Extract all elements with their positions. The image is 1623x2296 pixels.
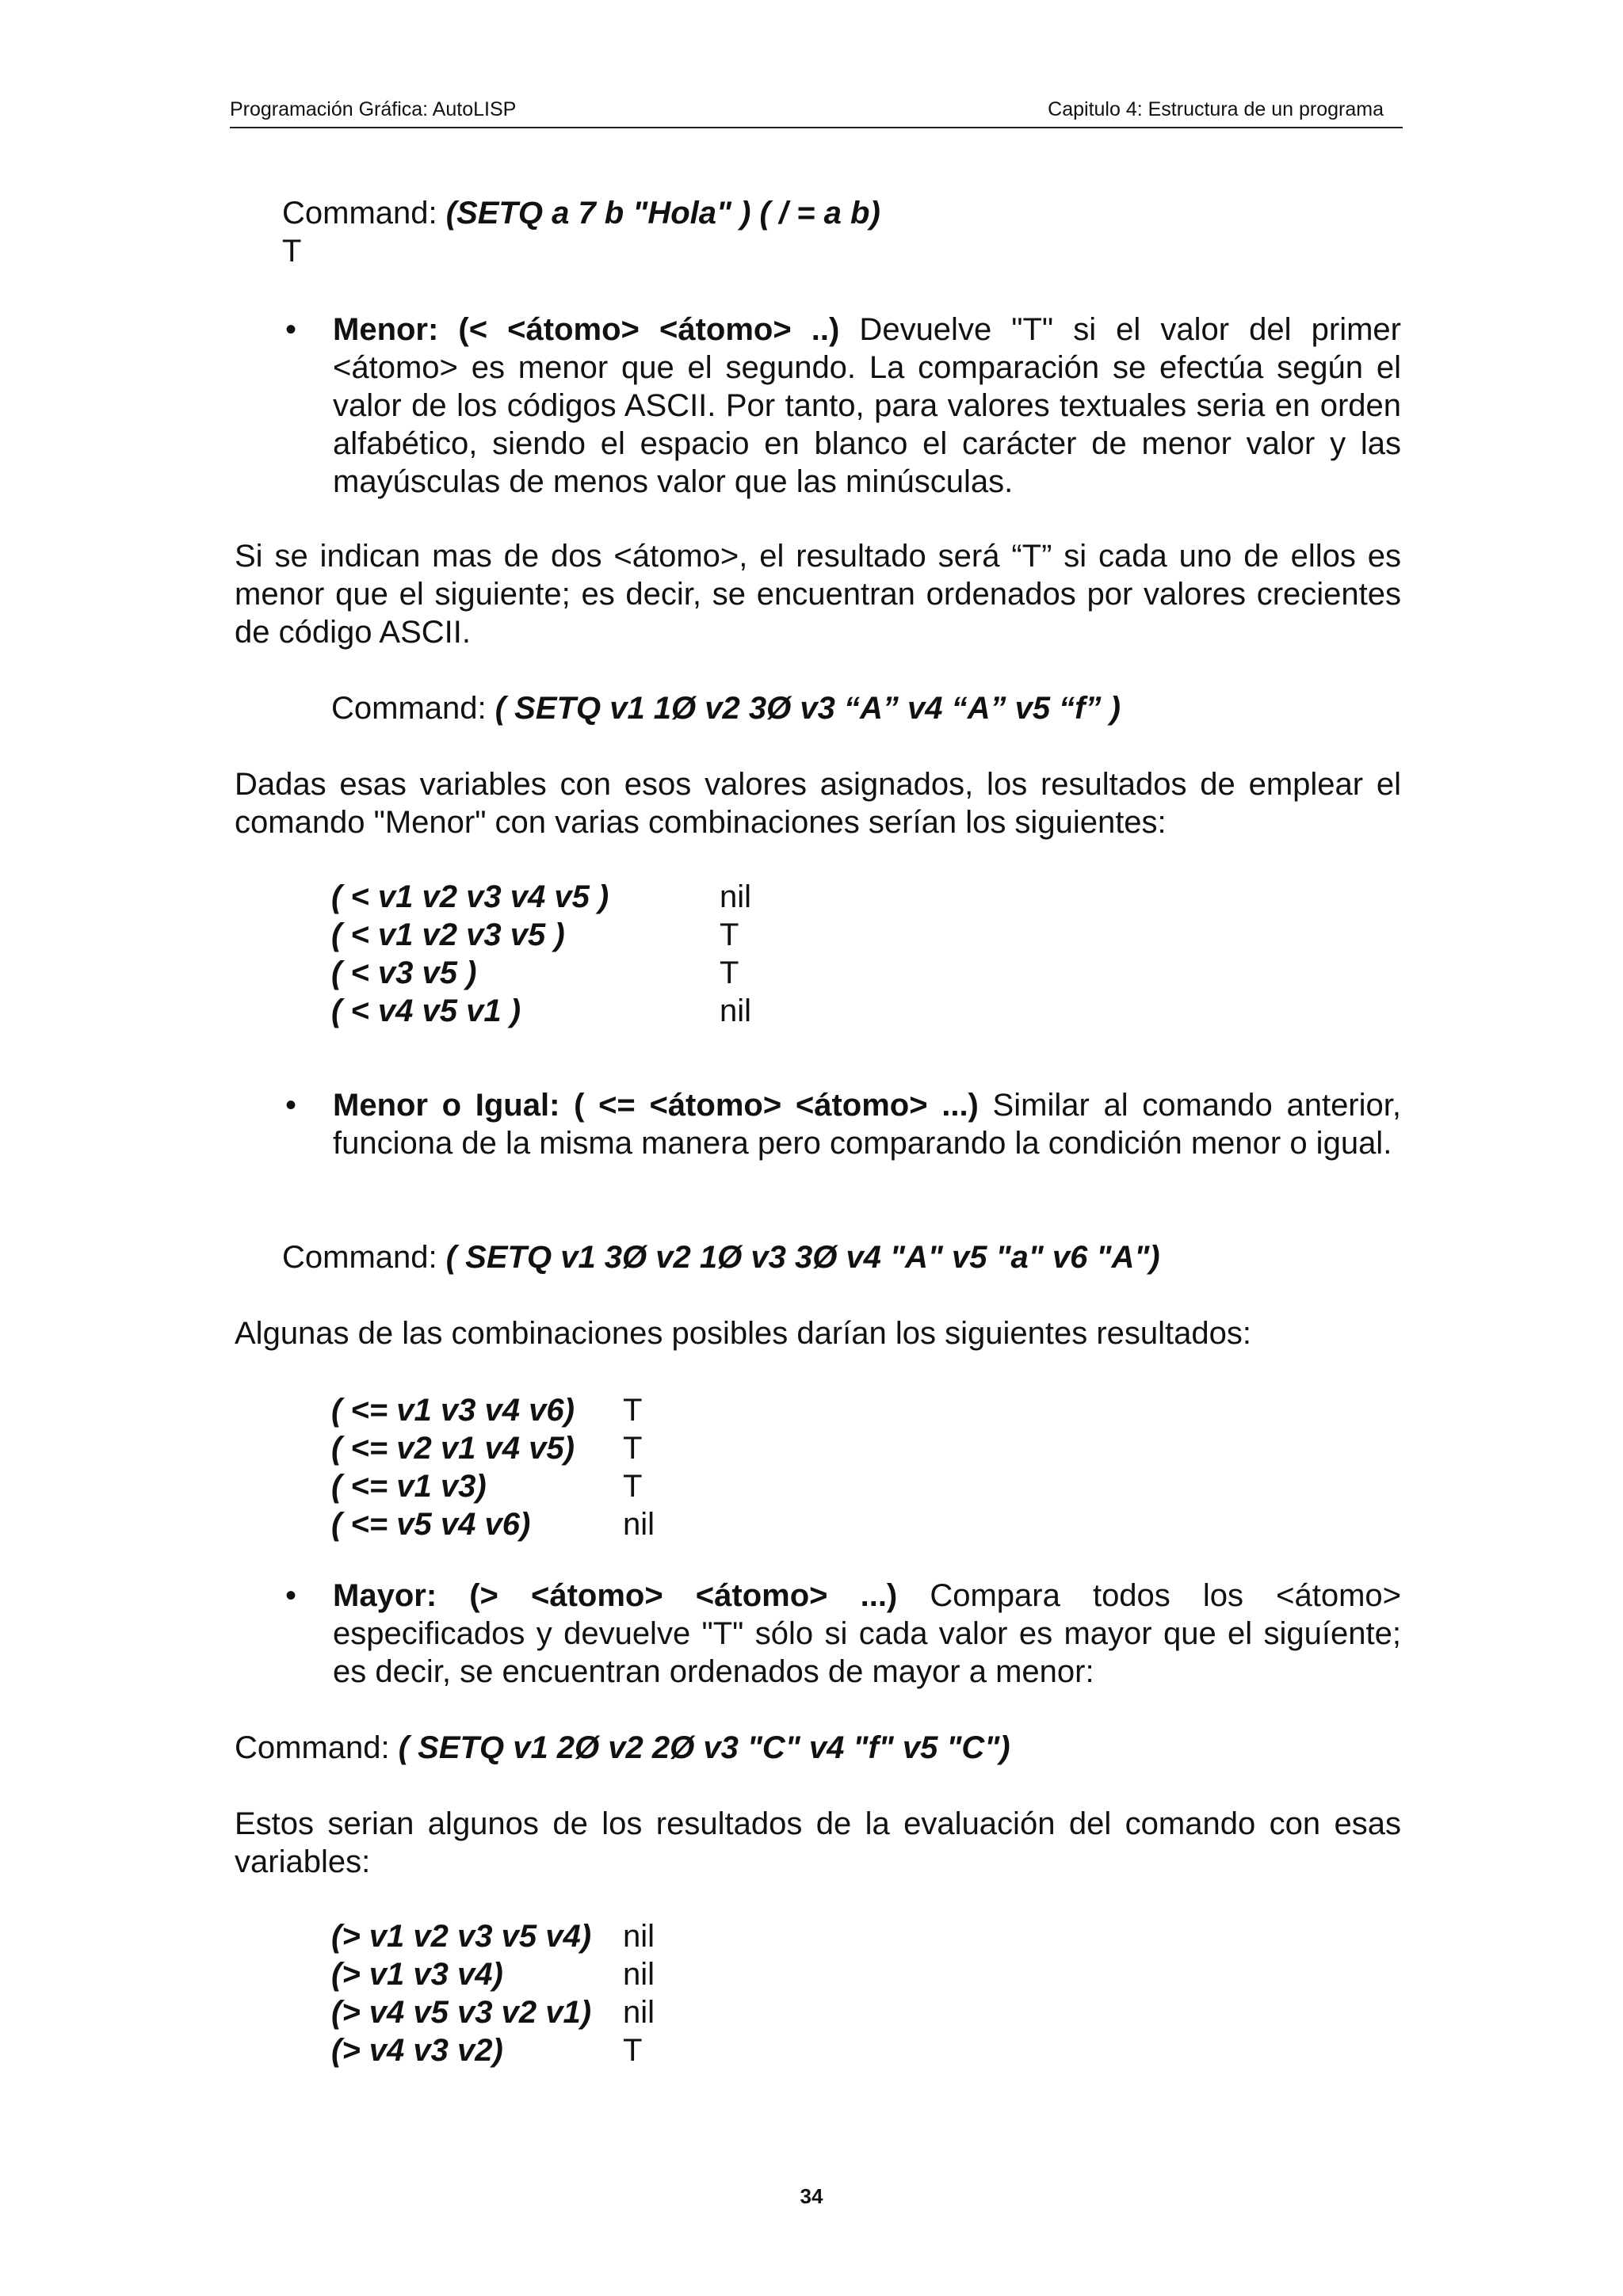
table3-result: T: [623, 2033, 643, 2068]
table1-expr: ( < v1 v2 v3 v4 v5 ): [331, 879, 609, 914]
command-prompt: Command:: [235, 1730, 399, 1765]
table2-expr: ( <= v5 v4 v6): [331, 1507, 531, 1542]
menor-igual-paragraph: [333, 1086, 1401, 1162]
header-chapter: Capitulo 4: Estructura de un programa: [1048, 98, 1384, 120]
menor-igual-title: Menor o Igual: ( <= <átomo> <átomo> ...): [333, 1088, 979, 1123]
table1-expr: ( < v4 v5 v1 ): [331, 994, 521, 1028]
bullet-menor: •: [285, 312, 297, 347]
table1-result: T: [720, 917, 739, 952]
table3-result: nil: [623, 1995, 655, 2030]
command-line-4: [235, 1729, 1010, 1767]
table3-result: nil: [623, 1919, 655, 1954]
table1-expr: ( < v3 v5 ): [331, 955, 477, 990]
table2-result: T: [623, 1393, 643, 1428]
mayor-title: Mayor: (> <átomo> <átomo> ...): [333, 1578, 898, 1613]
command-code: ( SETQ v1 3Ø v2 1Ø v3 3Ø v4 "A" v5 "a" v6 "A"): [445, 1240, 1160, 1275]
paragraph-ordering: Si se indican mas de dos <átomo>, el resultado será “T” si cada uno de ellos es menor que el siguiente; es decir, se encuentran ordenados por valores crecientes de código ASCII.: [235, 539, 1401, 650]
bullet-menor-igual: •: [285, 1088, 297, 1123]
command-line-1: [282, 194, 880, 232]
command-line-2: [331, 689, 1121, 727]
page-number: 34: [800, 2184, 823, 2208]
command-prompt: Command:: [282, 1240, 446, 1275]
table2-result: T: [623, 1431, 643, 1466]
table3-expr: (> v1 v3 v4): [331, 1957, 503, 1992]
table1-expr: ( < v1 v2 v3 v5 ): [331, 917, 565, 952]
command-result-1: T: [282, 234, 302, 269]
table2-result: nil: [623, 1507, 655, 1542]
bullet-mayor: •: [285, 1578, 297, 1613]
command-prompt: Command:: [282, 196, 446, 231]
header-title: Programación Gráfica: AutoLISP: [230, 98, 517, 120]
table2-result: T: [623, 1469, 643, 1504]
table1-result: nil: [720, 879, 752, 914]
table3-expr: (> v4 v5 v3 v2 v1): [331, 1995, 592, 2030]
paragraph-menor-results: Dadas esas variables con esos valores asignados, los resultados de emplear el comando "Menor" con varias combinaciones serían los siguientes:: [235, 767, 1401, 840]
table2-expr: ( <= v1 v3 v4 v6): [331, 1393, 575, 1428]
table3-expr: (> v4 v3 v2): [331, 2033, 503, 2068]
table2-expr: ( <= v2 v1 v4 v5): [331, 1431, 575, 1466]
paragraph-evaluation: Estos serian algunos de los resultados de la evaluación del comando con esas variables:: [235, 1806, 1401, 1879]
command-code: (SETQ a 7 b "Hola" ) ( / = a b): [445, 196, 880, 231]
command-code: ( SETQ v1 2Ø v2 2Ø v3 "C" v4 "f" v5 "C"): [398, 1730, 1010, 1765]
table2-expr: ( <= v1 v3): [331, 1469, 487, 1504]
page-header: [230, 97, 1403, 128]
paragraph-combinations: Algunas de las combinaciones posibles darían los siguientes resultados:: [235, 1316, 1251, 1351]
table1-result: nil: [720, 994, 752, 1028]
menor-text: Devuelve "T" si el valor del primer <átomo> es menor que el segundo. La comparación se efectúa según el valor de los códigos ASCII. Por tanto, para valores textuales seria en orden alfabético, siendo el espacio en blanco el carácter de menor valor y las mayúsculas de menos valor que las minúsculas.: [333, 312, 1401, 499]
menor-title: Menor: (< <átomo> <átomo> ..): [333, 312, 840, 347]
table3-result: nil: [623, 1957, 655, 1992]
mayor-paragraph: [333, 1577, 1401, 1691]
table3-expr: (> v1 v2 v3 v5 v4): [331, 1919, 592, 1954]
command-line-3: [282, 1238, 1160, 1276]
mayor-text: Compara todos los <átomo> especificados y devuelve "T" sólo si cada valor es mayor que el siguíente; es decir, se encuentran ordenados de mayor a menor:: [333, 1578, 1401, 1689]
menor-paragraph: [333, 311, 1401, 501]
table1-result: T: [720, 955, 739, 990]
menor-igual-text: Similar al comando anterior, funciona de la misma manera pero comparando la condición menor o igual.: [333, 1088, 1401, 1161]
command-prompt: Command:: [331, 691, 495, 726]
command-code: ( SETQ v1 1Ø v2 3Ø v3 “A” v4 “A” v5 “f” ): [495, 691, 1121, 726]
